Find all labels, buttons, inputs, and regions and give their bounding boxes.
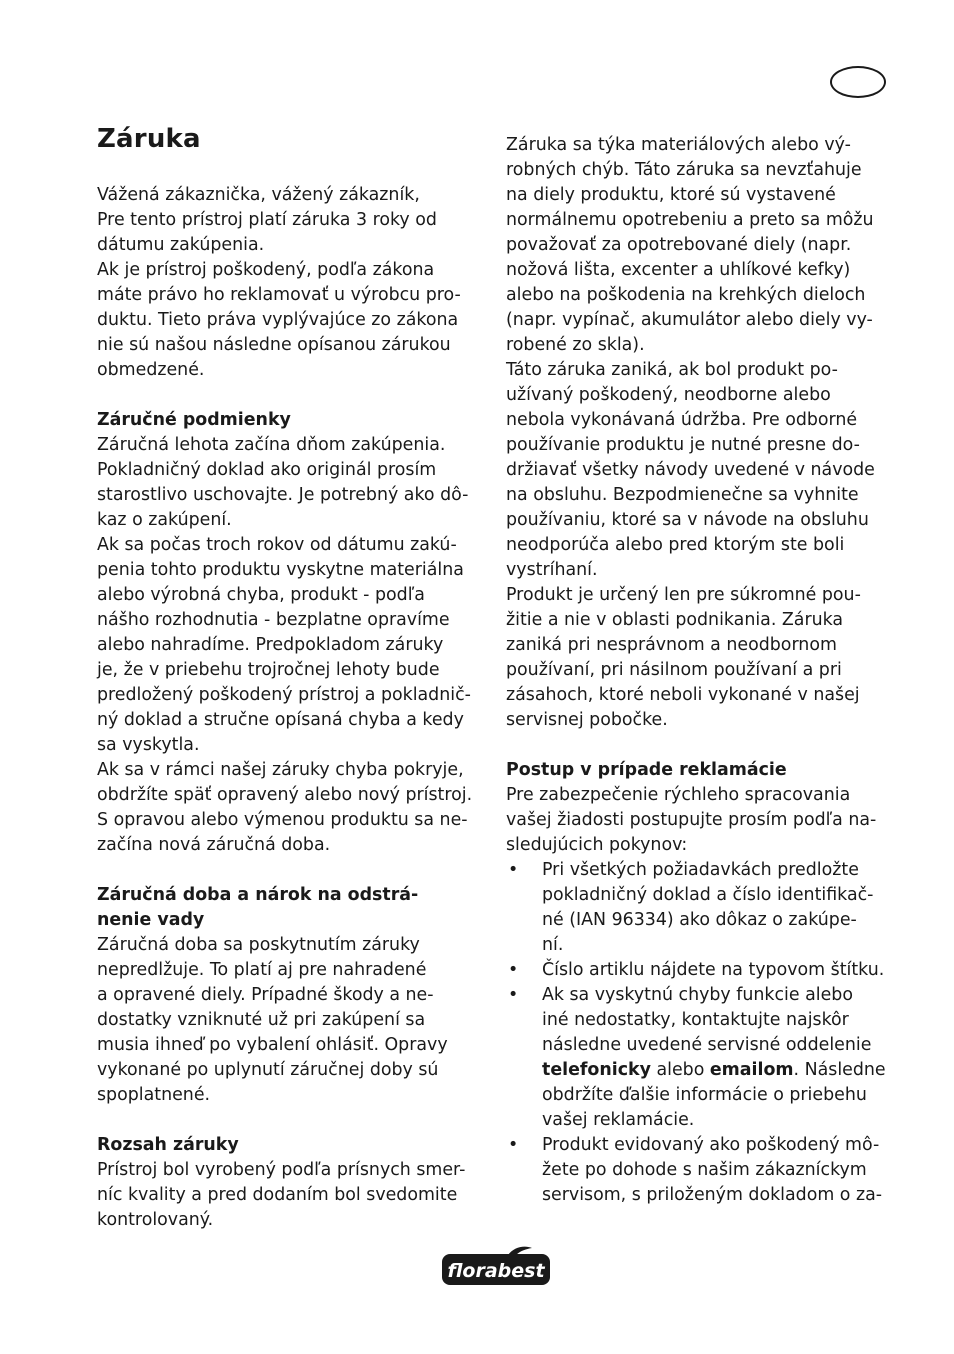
leaf-icon <box>508 1247 532 1255</box>
section-heading-warranty-period-cont: nenie vady <box>97 910 205 930</box>
warranty-scope-text: Prístroj bol vyrobený podľa prísnych smer- níc kvality a pred dodaním bol svedomite kontrolovaný. <box>97 1160 466 1230</box>
contact-by-phone: telefonicky <box>542 1060 651 1080</box>
right-column <box>506 133 896 1208</box>
warranty-exclusions-text: Záruka sa týka materiálových alebo vý- robných chýb. Táto záruka sa nevzťahuje na diely produktu, ktoré sú vystavené normálnemu opotrebeniu a preto sa môžu považovať za opotrebované diely (napr. nožová lišta, excenter a uhlíkové kefky) alebo na poškodenia na krehkých dieloch (napr. vypínač, akumulátor alebo diely vy- robené zo skla). Táto záruka zaniká, ak bol produkt po- užívaný poškodený, neodborne alebo nebola vykonávaná údržba. Pre odborné používanie produktu je nutné presne do- držiavať všetky návody uvedené v návode na obsluhu. Bezpodmienečne sa vyhnite používaniu, ktoré sa v návode na obsluhu neodporúča alebo pred ktorým ste boli vystríhaní. Produkt je určený len pre súkromné pou- žitie a nie v oblasti podnikania. Záruka zaniká pri nesprávnom a neodbornom používaní, pri násilnom používaní a pri zásahoch, ktoré neboli vykonané v našej servisnej pobočke. <box>506 135 875 730</box>
list-item: • Pri všetkých požiadavkách predložte pokladničný doklad a číslo identifikač- né (IAN 96334) ako dôkaz o zakúpe- ní. <box>508 860 874 955</box>
section-heading-warranty-period: Záručná doba a nárok na odstrá- <box>97 885 419 905</box>
bullet-icon: • <box>508 860 519 880</box>
language-badge <box>830 66 886 98</box>
claim-procedure-text: Pre zabezpečenie rýchleho spracovania vašej žiadosti postupujte prosím podľa na- sledujúcich pokynov: <box>506 785 877 855</box>
florabest-logo <box>440 1245 552 1289</box>
section-heading-warranty-conditions: Záručné podmienky <box>97 410 291 430</box>
claim-procedure-list <box>506 858 896 1208</box>
intro-paragraph: Vážená zákaznička, vážený zákazník, Pre tento prístroj platí záruka 3 roky od dátumu zakúpenia. Ak je prístroj poškodený, podľa zákona máte právo ho reklamovať u výrobcu pro- duktu. Tieto práva vyplývajúce zo zákona nie sú našou následne opísanou zárukou obmedzené. <box>97 185 461 380</box>
logo-text: florabest <box>447 1260 545 1282</box>
contact-by-email: emailom <box>709 1060 794 1080</box>
bullet-icon: • <box>508 1135 519 1155</box>
list-item: • Ak sa vyskytnú chyby funkcie alebo iné nedostatky, kontaktujte najskôr následne uvedené servisné oddelenie telefonicky alebo emailom. Následne obdržíte ďalšie informácie o priebehu vašej reklamácie. <box>508 985 886 1130</box>
warranty-conditions-text: Záručná lehota začína dňom zakúpenia. Pokladničný doklad ako originál prosím starostlivo uschovajte. Je potrebný ako dô- kaz o zakúpení. Ak sa počas troch rokov od dátumu zakú- penia tohto produktu vyskytne materiálna alebo výrobná chyba, produkt - podľa nášho rozhodnutia - bezplatne opravíme alebo nahradíme. Predpokladom záruky je, že v priebehu trojročnej lehoty bude predložený poškodený prístroj a pokladnič- ný doklad a stručne opísaná chyba a kedy sa vyskytla. Ak sa v rámci našej záruky chyba pokryje, obdržíte späť opravený alebo nový prístroj. S opravou alebo výmenou produktu sa ne- začína nová záručná doba. <box>97 435 473 855</box>
section-heading-claim-procedure: Postup v prípade reklamácie <box>506 760 787 780</box>
list-item: • Číslo artiklu nájdete na typovom štítku. <box>506 958 896 983</box>
warranty-period-text: Záručná doba sa poskytnutím záruky nepredlžuje. To platí aj pre nahradené a opravené diely. Prípadné škody a ne- dostatky vzniknuté už pri zakúpení sa musia ihneď po vybalení ohlásiť. Opravy vykonané po uplynutí záručnej doby sú spoplatnené. <box>97 935 448 1105</box>
left-column <box>97 183 487 1233</box>
bullet-icon: • <box>508 960 519 980</box>
page-title: Záruka <box>97 124 201 154</box>
bullet-icon: • <box>508 985 519 1005</box>
list-item: • Produkt evidovaný ako poškodený mô- žete po dohode s našim zákazníckym servisom, s priloženým dokladom o za- <box>508 1135 883 1205</box>
section-heading-warranty-scope: Rozsah záruky <box>97 1135 239 1155</box>
